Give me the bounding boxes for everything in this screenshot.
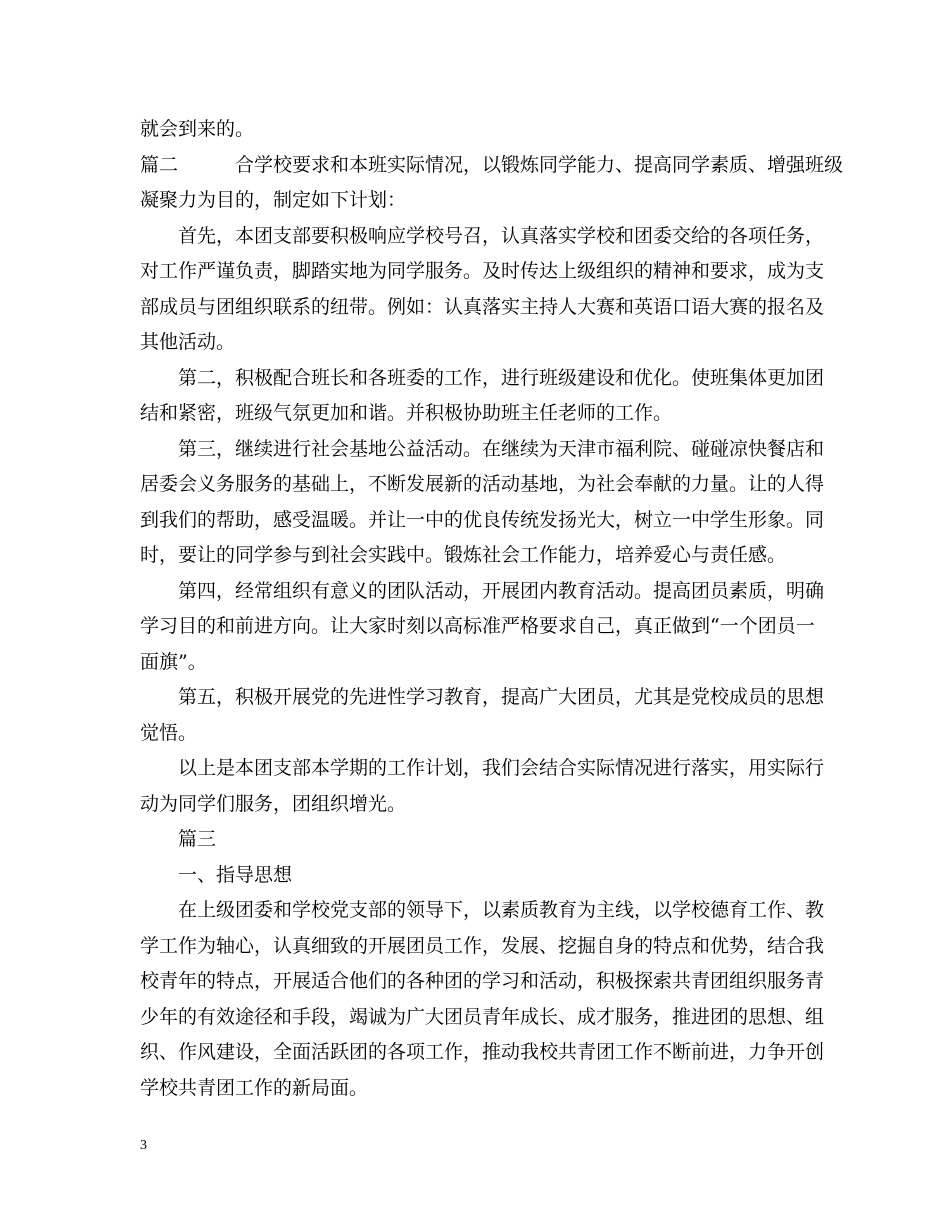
text-line: 少年的有效途径和手段，竭诚为广大团员青年成长、成才服务，推进团的思想、组 xyxy=(140,1005,825,1028)
text-line: 对工作严谨负责，脚踏实地为同学服务。及时传达上级组织的精神和要求，成为支 xyxy=(140,260,825,282)
text-line: 到我们的帮助，感受温暖。并让一中的优良传统发扬光大，树立一中学生形象。同 xyxy=(140,508,825,531)
text-line: 面旗”。 xyxy=(140,650,207,673)
text-line: 居委会义务服务的基础上，不断发展新的活动基地，为社会奉献的力量。让的人得 xyxy=(140,473,825,495)
text-line: 织、作风建设，全面活跃团的各项工作，推动我校共青团工作不断前进，力争开创 xyxy=(140,1041,825,1063)
text-line: 其他活动。 xyxy=(140,331,236,353)
page-number: 3 xyxy=(140,1138,147,1153)
text-line: 结和紧密，班级气氛更加和谐。并积极协助班主任老师的工作。 xyxy=(140,402,673,424)
text-line: 凝聚力为目的，制定如下计划： xyxy=(140,189,407,211)
text-line: 第二，积极配合班长和各班委的工作，进行班级建设和优化。使班集体更加团 xyxy=(140,366,825,389)
document-body xyxy=(140,112,844,1106)
text-line: 学习目的和前进方向。让大家时刻以高标准严格要求自己，真正做到“一个团员一 xyxy=(140,615,815,637)
text-line: 篇三 xyxy=(140,828,217,850)
text-line: 一、指导思想 xyxy=(140,863,293,886)
text-line: 第五，积极开展党的先进性学习教育，提高广大团员，尤其是党校成员的思想 xyxy=(140,686,825,708)
text-line: 首先，本团支部要积极响应学校号召，认真落实学校和团委交给的各项任务， xyxy=(140,224,825,247)
text-line: 觉悟。 xyxy=(140,721,198,744)
text-line: 动为同学们服务，团组织增光。 xyxy=(140,792,407,815)
text-line: 第三，继续进行社会基地公益活动。在继续为天津市福利院、碰碰凉快餐店和 xyxy=(140,437,825,460)
section-heading-line xyxy=(140,148,844,184)
text-line: 第四，经常组织有意义的团队活动，开展团内教育活动。提高团员素质，明确 xyxy=(140,579,825,602)
section-label: 篇二 xyxy=(140,153,179,176)
text-line: 时，要让的同学参与到社会实践中。锻炼社会工作能力，培养爱心与责任感。 xyxy=(140,544,787,566)
section-intro: 合学校要求和本班实际情况，以锻炼同学能力、提高同学素质、增强班级 xyxy=(235,153,844,176)
text-line: 学工作为轴心，认真细致的开展团员工作，发展、挖掘自身的特点和优势，结合我 xyxy=(140,934,825,957)
text-line: 在上级团委和学校党支部的领导下，以素质教育为主线，以学校德育工作、教 xyxy=(140,899,825,921)
text-line: 以上是本团支部本学期的工作计划，我们会结合实际情况进行落实，用实际行 xyxy=(140,757,825,779)
text-line: 学校共青团工作的新局面。 xyxy=(140,1076,369,1099)
text-line: 部成员与团组织联系的纽带。例如：认真落实主持人大赛和英语口语大赛的报名及 xyxy=(140,295,825,318)
text-line: 校青年的特点，开展适合他们的各种团的学习和活动，积极探索共青团组织服务青 xyxy=(140,970,825,992)
text-line: 就会到来的。 xyxy=(140,118,255,140)
